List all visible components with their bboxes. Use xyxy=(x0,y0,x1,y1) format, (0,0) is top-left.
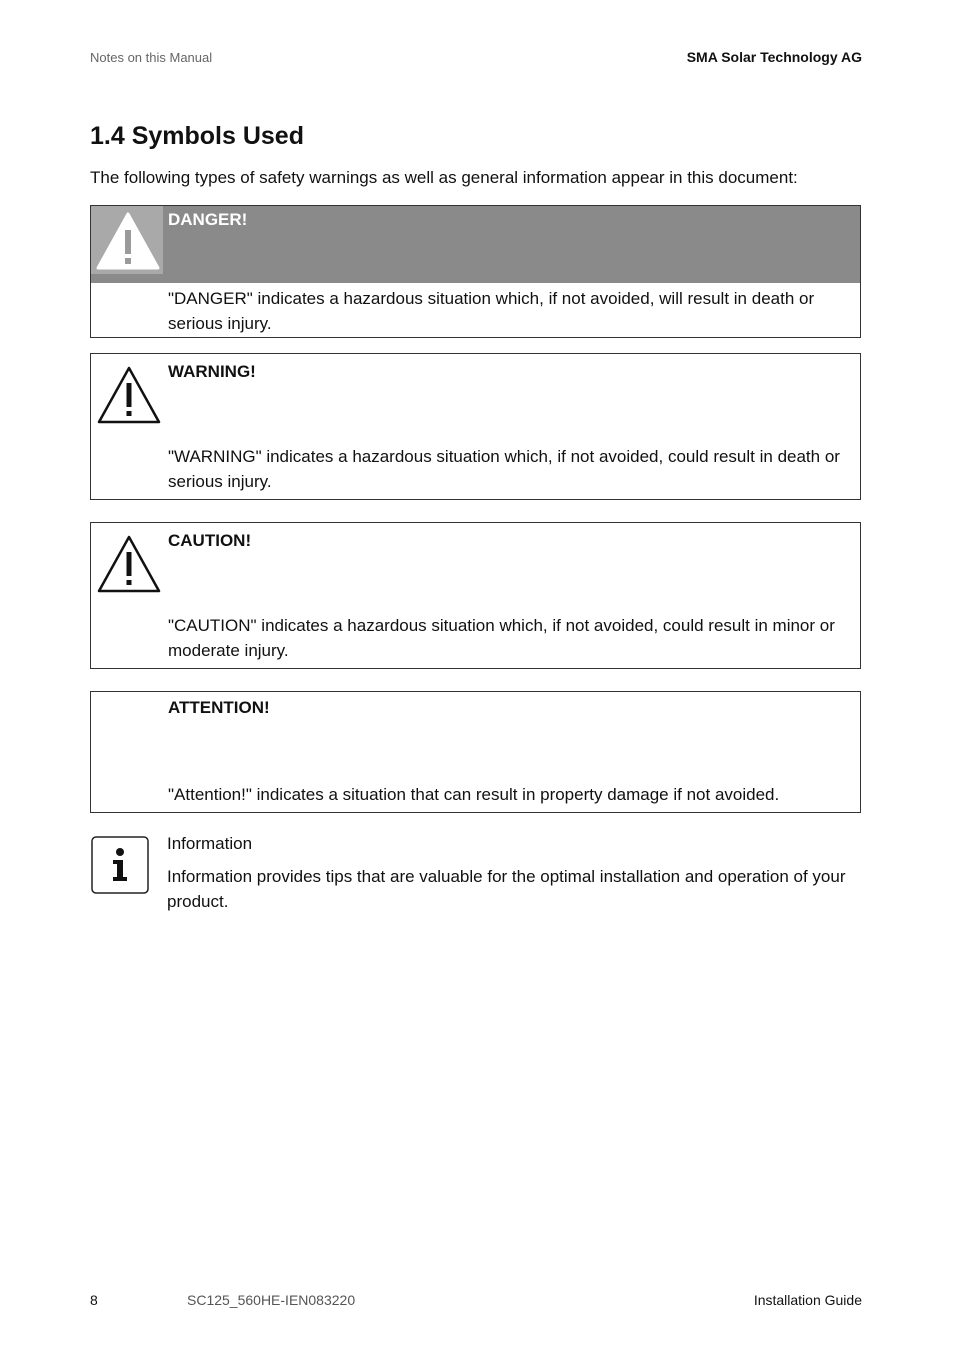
danger-text: "DANGER" indicates a hazardous situation which, if not avoided, will result in death or serious injury. xyxy=(168,289,815,333)
section-title: 1.4 Symbols Used xyxy=(90,122,304,150)
header-company: SMA Solar Technology AG xyxy=(686,49,862,65)
intro-text: The following types of safety warnings as well as general information appear in this document: xyxy=(90,168,798,187)
danger-box xyxy=(90,205,861,338)
caution-text: "CAUTION" indicates a hazardous situation which, if not avoided, could result in minor or moderate injury. xyxy=(168,616,835,660)
attention-label: ATTENTION! xyxy=(168,698,270,717)
footer-page-number: 8 xyxy=(90,1292,98,1308)
warning-triangle-icon xyxy=(95,210,161,272)
attention-box xyxy=(90,691,861,813)
warning-triangle-icon xyxy=(96,534,162,594)
warning-label: WARNING! xyxy=(168,362,256,381)
attention-text: "Attention!" indicates a situation that can result in property damage if not avoided. xyxy=(168,785,780,804)
footer-document-id: SC125_560HE-IEN083220 xyxy=(187,1292,356,1308)
info-title: Information xyxy=(167,834,253,853)
info-text: Information provides tips that are valuable for the optimal installation and operation of your product. xyxy=(167,867,846,911)
caution-label: CAUTION! xyxy=(168,531,252,550)
caution-box xyxy=(90,522,861,669)
footer-guide-name: Installation Guide xyxy=(753,1292,862,1308)
danger-label: DANGER! xyxy=(168,210,248,229)
info-icon xyxy=(91,836,149,894)
warning-text: "WARNING" indicates a hazardous situation which, if not avoided, could result in death or serious injury. xyxy=(168,447,840,491)
warning-box xyxy=(90,353,861,500)
warning-triangle-icon xyxy=(96,365,162,425)
header-section-name: Notes on this Manual xyxy=(90,50,213,65)
